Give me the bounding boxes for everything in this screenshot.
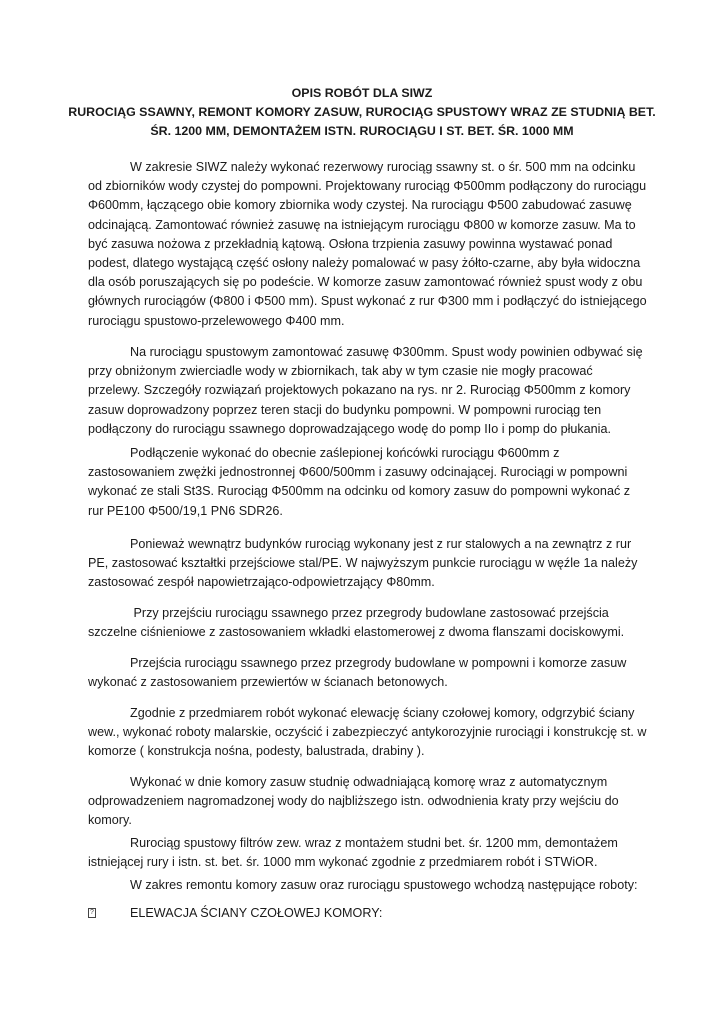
document-title: OPIS ROBÓT DLA SIWZ <box>291 86 433 100</box>
paragraph-text: Na rurociągu spustowym zamontować zasuwę Φ300mm. Spust wody powinien odbywać się przy obniżonym zwierciadle wody w zbiornikach, tak aby w tym czasie nie mogły pracować przelewy. Szczegóły rozwiązań projektowych pokazano na rys. nr 2. Rurociąg Φ500mm z komory zasuw doprowadzony poprzez teren stacji do budynku pompowni. W pompowni rurociąg ten podłączony do rurociągu ssawnego doprowadzającego wodę do pomp IIo i pomp do płukania. <box>88 345 643 436</box>
paragraph-drain-pipeline <box>88 343 648 439</box>
paragraph-transition-fittings <box>88 535 648 593</box>
document-subtitle-line-1: RUROCIĄG SSAWNY, REMONT KOMORY ZASUW, RUROCIĄG SPUSTOWY WRAZ ZE STUDNIĄ BET. <box>68 105 656 119</box>
paragraph-connection <box>88 444 648 521</box>
paragraph-text: Zgodnie z przedmiarem robót wykonać elewację ściany czołowej komory, odgrzybić ściany wew., wykonać roboty malarskie, oczyścić i zabezpieczyć antykorozyjnie rurociągi i konstrukcję st. w komorze ( konstrukcja nośna, podesty, balustrada, drabiny ). <box>88 706 647 759</box>
paragraph-text: Przejścia rurociągu ssawnego przez przegrody budowlane w pompowni i komorze zasuw wykonać z zastosowaniem przewiertów w ścianach betonowych. <box>88 656 627 690</box>
missing-glyph-icon: ? <box>88 908 96 918</box>
document-subtitle-line-2: ŚR. 1200 MM, DEMONTAŻEM ISTN. RUROCIĄGU I ST. BET. ŚR. 1000 MM <box>150 124 574 138</box>
paragraph-wall-passages <box>88 604 648 642</box>
paragraph-concrete-drilling <box>88 654 648 692</box>
paragraph-scope-intro <box>88 158 648 331</box>
list-item-label: ELEWACJA ŚCIANY CZOŁOWEJ KOMORY: <box>130 906 383 920</box>
paragraph-filter-drain <box>88 834 648 872</box>
paragraph-text: Wykonać w dnie komory zasuw studnię odwadniającą komorę wraz z automatycznym odprowadzeniem nagromadzonej wody do najbliższego istn. odwodnienia kraty przy wejściu do komory. <box>88 775 619 828</box>
paragraph-text: Rurociąg spustowy filtrów zew. wraz z montażem studni bet. śr. 1200 mm, demontażem istniejącej rury i istn. st. bet. śr. 1000 mm wykonać zgodnie z przedmiarem robót i STWiOR. <box>88 836 618 870</box>
paragraph-works-scope <box>88 876 648 895</box>
paragraph-text: Podłączenie wykonać do obecnie zaślepionej końcówki rurociągu Φ600mm z zastosowaniem zwężki jednostronnej Φ600/500mm i zasuwy odcinającej. Rurociągi w pompowni wykonać ze stali St3S. Rurociąg Φ500mm na odcinku od komory zasuw do pompowni wykonać z rur PE100 Φ500/19,1 PN6 SDR26. <box>88 446 631 518</box>
paragraph-text: Przy przejściu rurociągu ssawnego przez przegrody budowlane zastosować przejścia szczelne ciśnieniowe z zastosowaniem wkładki elastomerowej z dwoma flanszami dociskowymi. <box>88 606 625 640</box>
paragraph-text: Ponieważ wewnątrz budynków rurociąg wykonany jest z rur stalowych a na zewnątrz z rur PE, zastosować kształtki przejściowe stal/PE. W najwyższym punkcie rurociągu w węźle 1a należy zastosować zespół napowietrzająco-odpowietrzający Φ80mm. <box>88 537 638 590</box>
paragraph-chamber-renovation <box>88 704 648 762</box>
paragraph-text: W zakresie SIWZ należy wykonać rezerwowy rurociąg ssawny st. o śr. 500 mm na odcinku od zbiorników wody czystej do pompowni. Projektowany rurociąg Φ500mm podłączony do rurociągu Φ600mm, łączącego obie komory zbiornika wody czystej. Na rurociągu Φ500 zabudować zasuwę odcinającą. Zamontować również zasuwę na istniejącym rurociągu Φ800 w komorze zasuw. Ma to być zasuwa nożowa z przekładnią kątową. Osłona trzpienia zasuwy powinna wystawać ponad podest, dlatego wystającą część osłony należy pomalować w pasy żółto-czarne, aby była widoczna dla osób poruszających się po podeście. W komorze zasuw zamontować również spust wody z obu głównych rurociągów (Φ800 i Φ500 mm). Spust wykonać z rur Φ300 mm i podłączyć do istniejącego rurociągu spustowo-przelewowego Φ400 mm. <box>88 160 647 328</box>
paragraph-text: W zakres remontu komory zasuw oraz rurociągu spustowego wchodzą następujące roboty: <box>130 878 638 892</box>
paragraph-drainage-well <box>88 773 648 831</box>
